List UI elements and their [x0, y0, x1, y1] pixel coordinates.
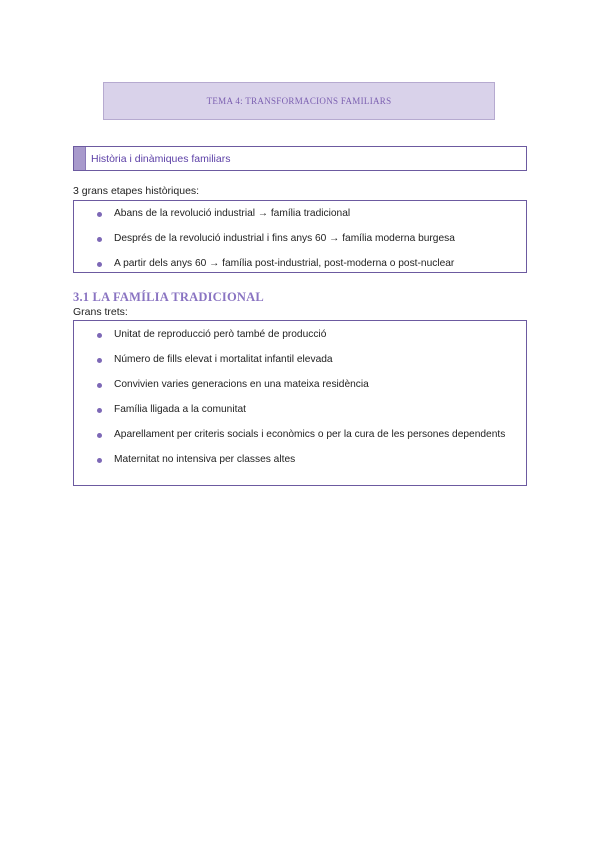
- list-item-text: Família lligada a la comunitat: [114, 404, 246, 415]
- bullet-icon: [97, 383, 102, 388]
- list-item: [74, 353, 526, 366]
- list-item-text: Aparellament per criteris socials i econòmics o per la cura de les persones dependents: [114, 429, 506, 440]
- traits-intro: Grans trets:: [73, 306, 128, 318]
- list-item: [74, 257, 526, 270]
- list-item: [74, 232, 526, 245]
- list-item: [74, 328, 526, 341]
- list-item: [74, 207, 526, 220]
- page-title: TEMA 4: TRANSFORMACIONS FAMILIARS: [206, 96, 392, 106]
- bullet-icon: [97, 212, 102, 217]
- title-box: [103, 82, 495, 120]
- list-item-text: Unitat de reproducció però també de producció: [114, 329, 327, 340]
- list-item: [74, 403, 526, 416]
- section-title: Història i dinàmiques familiars: [91, 152, 231, 165]
- section-accent-bar: [74, 147, 86, 170]
- bullet-icon: [97, 433, 102, 438]
- subsection-heading: 3.1 LA FAMÍLIA TRADICIONAL: [73, 290, 264, 304]
- section-header: [73, 146, 527, 171]
- list-item-text: Abans de la revolució industrial → família tradicional: [114, 208, 351, 219]
- stages-list: [73, 200, 527, 273]
- bullet-icon: [97, 408, 102, 413]
- list-item: [74, 378, 526, 391]
- stages-intro: 3 grans etapes històriques:: [73, 185, 200, 197]
- list-item: [74, 428, 526, 441]
- bullet-icon: [97, 237, 102, 242]
- list-item-text: Número de fills elevat i mortalitat infantil elevada: [114, 354, 333, 365]
- bullet-icon: [97, 458, 102, 463]
- bullet-icon: [97, 333, 102, 338]
- bullet-icon: [97, 358, 102, 363]
- list-item: [74, 453, 526, 466]
- list-item-text: Després de la revolució industrial i fins anys 60 → família moderna burgesa: [114, 233, 455, 244]
- list-item-text: Maternitat no intensiva per classes altes: [114, 454, 296, 465]
- list-item-text: Convivien varies generacions en una mateixa residència: [114, 379, 369, 390]
- bullet-icon: [97, 262, 102, 267]
- traits-list: [73, 320, 527, 486]
- list-item-text: A partir dels anys 60 → família post-industrial, post-moderna o post-nuclear: [114, 258, 455, 269]
